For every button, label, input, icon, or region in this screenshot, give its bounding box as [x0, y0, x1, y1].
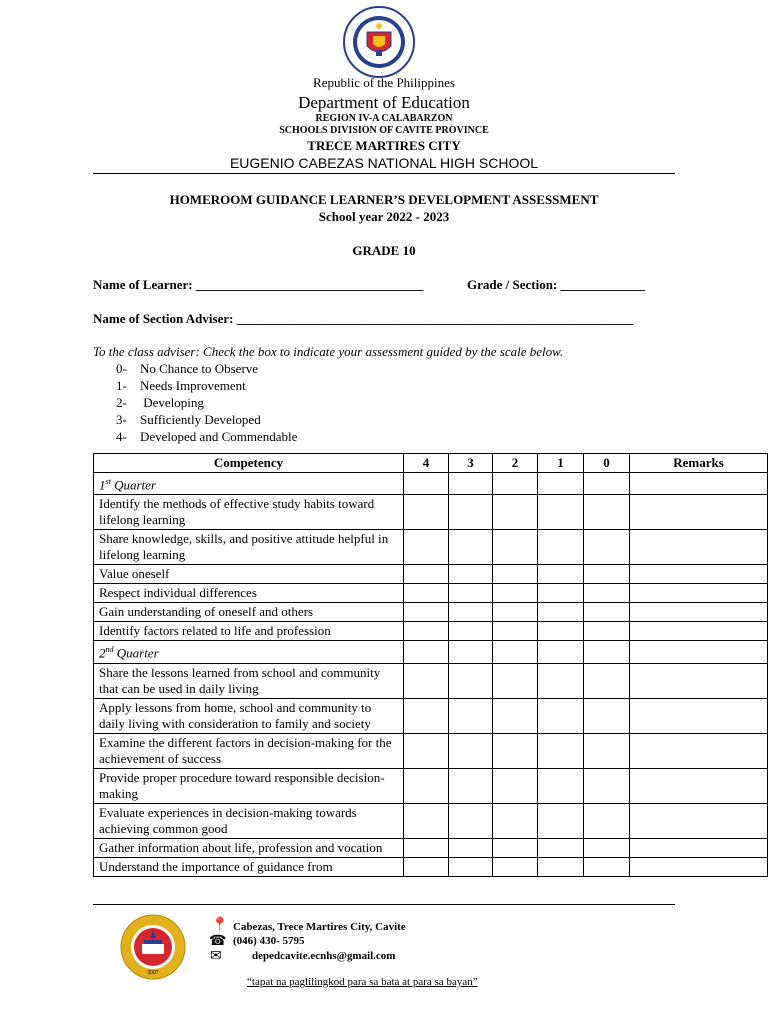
competency-cell: Provide proper procedure toward responsible decision-making — [94, 768, 404, 803]
rating-checkbox[interactable] — [584, 663, 630, 698]
table-row — [94, 663, 768, 698]
remarks-cell[interactable] — [630, 857, 768, 876]
quarter-heading: 2nd Quarter — [94, 641, 404, 663]
rating-checkbox[interactable] — [493, 473, 538, 495]
scale-label: Developed and Commendable — [140, 429, 298, 444]
remarks-cell[interactable] — [630, 698, 768, 733]
remarks-cell[interactable] — [630, 495, 768, 530]
scale-number: 1- — [116, 378, 127, 393]
rating-checkbox[interactable] — [449, 803, 493, 838]
column-header: 2 — [493, 454, 538, 473]
scale-item — [116, 412, 261, 428]
remarks-cell[interactable] — [630, 641, 768, 663]
division-text: SCHOOLS DIVISION OF CAVITE PROVINCE — [279, 125, 489, 136]
quarter-row — [94, 641, 768, 663]
competency-cell: Examine the different factors in decision-making for the achievement of success — [94, 733, 404, 768]
adviser-name-label: Name of Section Adviser: — [93, 311, 234, 326]
deped-seal — [343, 6, 415, 78]
rating-checkbox[interactable] — [584, 565, 630, 584]
rating-checkbox[interactable] — [449, 473, 493, 495]
rating-checkbox[interactable] — [449, 838, 493, 857]
rating-checkbox[interactable] — [493, 530, 538, 565]
rating-checkbox[interactable] — [404, 473, 449, 495]
email-icon: ✉ — [210, 949, 222, 964]
quarter-heading: 1st Quarter — [94, 473, 404, 495]
scale-item — [116, 361, 258, 377]
rating-checkbox[interactable] — [538, 530, 584, 565]
grade-section-field[interactable] — [467, 277, 645, 293]
table-row — [94, 698, 768, 733]
rating-checkbox[interactable] — [449, 584, 493, 603]
column-header: Remarks — [630, 454, 768, 473]
rating-checkbox[interactable] — [538, 733, 584, 768]
remarks-cell[interactable] — [630, 603, 768, 622]
rating-checkbox[interactable] — [404, 698, 449, 733]
remarks-cell[interactable] — [630, 622, 768, 641]
adviser-instruction: To the class adviser: Check the box to indicate your assessment guided by the scale below. — [93, 344, 564, 359]
rating-checkbox[interactable] — [538, 663, 584, 698]
rating-checkbox[interactable] — [404, 584, 449, 603]
school-name: EUGENIO CABEZAS NATIONAL HIGH SCHOOL — [229, 155, 539, 171]
remarks-cell[interactable] — [630, 584, 768, 603]
school-logo — [120, 914, 186, 980]
rating-checkbox[interactable] — [404, 663, 449, 698]
scale-item — [116, 395, 204, 411]
table-row — [94, 603, 768, 622]
scale-number: 4- — [116, 429, 127, 444]
remarks-cell[interactable] — [630, 768, 768, 803]
table-row — [94, 565, 768, 584]
rating-checkbox[interactable] — [493, 733, 538, 768]
table-row — [94, 530, 768, 565]
adviser-name-line: _____________________________________________________________ — [236, 311, 634, 326]
rating-checkbox[interactable] — [404, 803, 449, 838]
rating-checkbox[interactable] — [584, 622, 630, 641]
rating-checkbox[interactable] — [493, 698, 538, 733]
table-row — [94, 838, 768, 857]
rating-checkbox[interactable] — [584, 473, 630, 495]
location-pin-icon: 📍 — [211, 918, 229, 933]
department-title: Department of Education — [298, 93, 470, 112]
rating-checkbox[interactable] — [493, 584, 538, 603]
rating-checkbox[interactable] — [584, 530, 630, 565]
scale-label: Developing — [140, 395, 204, 410]
competency-cell: Gain understanding of oneself and others — [94, 603, 404, 622]
table-header-row — [94, 454, 768, 473]
rating-checkbox[interactable] — [538, 622, 584, 641]
city-text: TRECE MARTIRES CITY — [307, 138, 461, 153]
rating-checkbox[interactable] — [449, 733, 493, 768]
rating-checkbox[interactable] — [404, 733, 449, 768]
grade-label: GRADE 10 — [352, 243, 416, 258]
header-divider — [93, 173, 675, 174]
rating-checkbox[interactable] — [449, 768, 493, 803]
table-row — [94, 768, 768, 803]
rating-checkbox[interactable] — [493, 565, 538, 584]
grade-section-line: _____________ — [560, 277, 646, 292]
rating-checkbox[interactable] — [584, 603, 630, 622]
rating-checkbox[interactable] — [538, 857, 584, 876]
rating-checkbox[interactable] — [493, 622, 538, 641]
rating-checkbox[interactable] — [493, 495, 538, 530]
rating-checkbox[interactable] — [584, 803, 630, 838]
rating-checkbox[interactable] — [449, 565, 493, 584]
rating-checkbox[interactable] — [584, 698, 630, 733]
competency-cell: Respect individual differences — [94, 584, 404, 603]
phone-icon: ☎ — [209, 934, 227, 949]
rating-checkbox[interactable] — [493, 768, 538, 803]
rating-checkbox[interactable] — [584, 838, 630, 857]
footer-divider — [93, 904, 675, 905]
form-title: HOMEROOM GUIDANCE LEARNER’S DEVELOPMENT ASSESSMENT — [169, 192, 599, 207]
rating-checkbox[interactable] — [404, 530, 449, 565]
rating-checkbox[interactable] — [404, 641, 449, 663]
table-row — [94, 733, 768, 768]
rating-checkbox[interactable] — [493, 663, 538, 698]
rating-checkbox[interactable] — [493, 641, 538, 663]
rating-checkbox[interactable] — [493, 857, 538, 876]
school-address: Cabezas, Trece Martires City, Cavite — [233, 921, 406, 933]
assessment-table — [93, 453, 768, 877]
table-row — [94, 803, 768, 838]
table-row — [94, 857, 768, 876]
rating-checkbox[interactable] — [449, 857, 493, 876]
rating-checkbox[interactable] — [449, 603, 493, 622]
remarks-cell[interactable] — [630, 565, 768, 584]
scale-number: 3- — [116, 412, 127, 427]
column-header: 0 — [584, 454, 630, 473]
remarks-cell[interactable] — [630, 733, 768, 768]
rating-checkbox[interactable] — [538, 803, 584, 838]
scale-number: 0- — [116, 361, 127, 376]
remarks-cell[interactable] — [630, 803, 768, 838]
rating-checkbox[interactable] — [538, 565, 584, 584]
learner-name-line: ___________________________________ — [195, 277, 424, 292]
school-year: School year 2022 - 2023 — [318, 209, 450, 224]
rating-checkbox[interactable] — [584, 641, 630, 663]
table-row — [94, 584, 768, 603]
school-motto: “tapat na paglilingkod para sa bata at para sa bayan” — [247, 976, 478, 988]
scale-label: No Chance to Observe — [140, 361, 259, 376]
rating-checkbox[interactable] — [538, 838, 584, 857]
rating-checkbox[interactable] — [404, 603, 449, 622]
remarks-cell[interactable] — [630, 838, 768, 857]
column-header: 3 — [449, 454, 493, 473]
rating-checkbox[interactable] — [538, 641, 584, 663]
scale-item — [116, 429, 297, 445]
learner-name-field[interactable] — [93, 277, 423, 293]
school-phone: (046) 430- 5795 — [233, 935, 305, 947]
remarks-cell[interactable] — [630, 530, 768, 565]
column-header: 4 — [404, 454, 449, 473]
rating-checkbox[interactable] — [449, 641, 493, 663]
competency-cell: Apply lessons from home, school and community to daily living with consideration to family and society — [94, 698, 404, 733]
competency-cell: Identify factors related to life and profession — [94, 622, 404, 641]
competency-cell: Value oneself — [94, 565, 404, 584]
rating-checkbox[interactable] — [538, 495, 584, 530]
table-row — [94, 495, 768, 530]
rating-checkbox[interactable] — [449, 495, 493, 530]
remarks-cell[interactable] — [630, 663, 768, 698]
rating-checkbox[interactable] — [449, 698, 493, 733]
rating-checkbox[interactable] — [493, 838, 538, 857]
scale-number: 2- — [116, 395, 127, 410]
rating-checkbox[interactable] — [584, 733, 630, 768]
rating-checkbox[interactable] — [538, 603, 584, 622]
rating-checkbox[interactable] — [404, 565, 449, 584]
competency-cell: Evaluate experiences in decision-making towards achieving common good — [94, 803, 404, 838]
grade-section-label: Grade / Section: — [467, 277, 558, 292]
competency-cell: Identify the methods of effective study habits toward lifelong learning — [94, 495, 404, 530]
column-header: Competency — [94, 454, 404, 473]
rating-checkbox[interactable] — [404, 768, 449, 803]
rating-checkbox[interactable] — [404, 857, 449, 876]
republic-text: Republic of the Philippines — [313, 75, 455, 90]
rating-checkbox[interactable] — [584, 857, 630, 876]
rating-checkbox[interactable] — [493, 603, 538, 622]
scale-label: Needs Improvement — [140, 378, 246, 393]
quarter-row — [94, 473, 768, 495]
rating-checkbox[interactable] — [404, 622, 449, 641]
rating-checkbox[interactable] — [449, 663, 493, 698]
competency-cell: Understand the importance of guidance from — [94, 857, 404, 876]
column-header: 1 — [538, 454, 584, 473]
rating-checkbox[interactable] — [449, 530, 493, 565]
rating-checkbox[interactable] — [404, 838, 449, 857]
rating-checkbox[interactable] — [493, 803, 538, 838]
competency-cell: Gather information about life, profession and vocation — [94, 838, 404, 857]
rating-checkbox[interactable] — [538, 584, 584, 603]
rating-checkbox[interactable] — [538, 768, 584, 803]
region-text: REGION IV-A CALABARZON — [315, 113, 453, 124]
table-row — [94, 622, 768, 641]
remarks-cell[interactable] — [630, 473, 768, 495]
learner-name-label: Name of Learner: — [93, 277, 193, 292]
logo-year: 2007 — [147, 970, 159, 976]
competency-cell: Share knowledge, skills, and positive attitude helpful in lifelong learning — [94, 530, 404, 565]
rating-checkbox[interactable] — [404, 495, 449, 530]
scale-label: Sufficiently Developed — [140, 412, 261, 427]
rating-checkbox[interactable] — [584, 768, 630, 803]
competency-cell: Share the lessons learned from school and community that can be used in daily living — [94, 663, 404, 698]
scale-item — [116, 378, 246, 394]
adviser-name-field[interactable] — [93, 311, 633, 327]
rating-checkbox[interactable] — [584, 584, 630, 603]
rating-checkbox[interactable] — [449, 622, 493, 641]
rating-checkbox[interactable] — [584, 495, 630, 530]
school-email[interactable]: depedcavite.ecnhs@gmail.com — [252, 950, 396, 962]
rating-checkbox[interactable] — [538, 698, 584, 733]
rating-checkbox[interactable] — [538, 473, 584, 495]
